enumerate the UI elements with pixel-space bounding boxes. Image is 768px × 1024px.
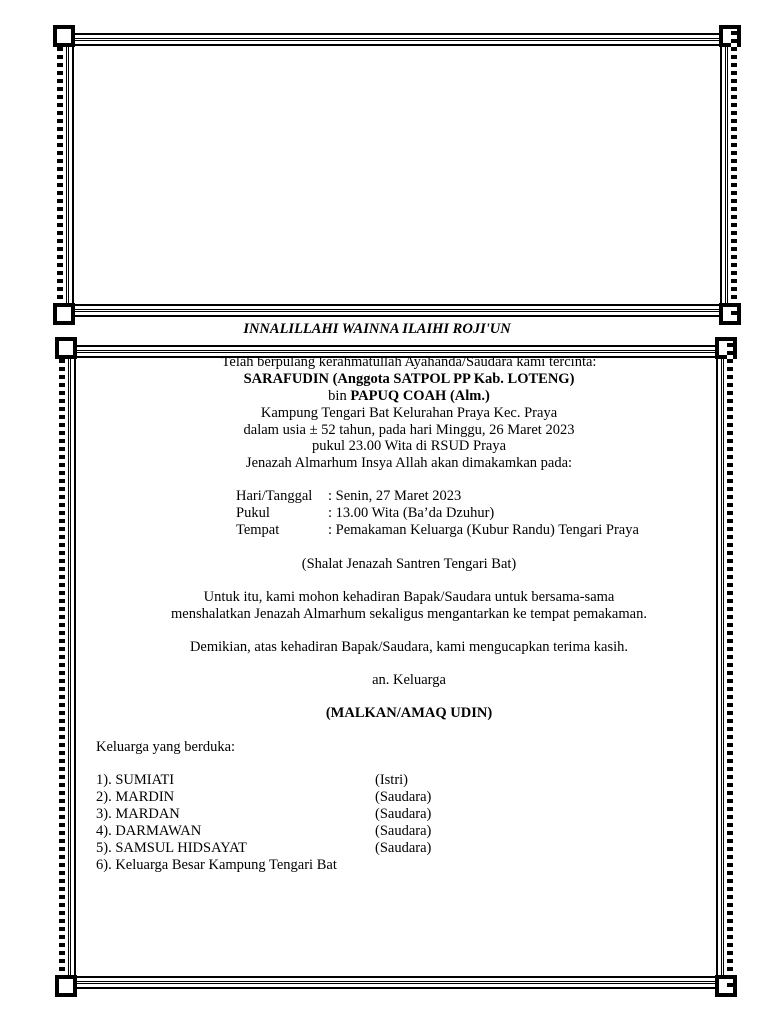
burial-detail-value: : 13.00 Wita (Ba’da Dzuhur) — [328, 505, 495, 521]
mourner-name: 1). SUMIATI — [96, 772, 175, 788]
frame-corner-ornament — [53, 303, 75, 325]
mourner-row — [96, 789, 716, 806]
prayer-note: (Shalat Jenazah Santren Tengari Bat) — [301, 556, 517, 572]
time-place-text: pukul 23.00 Wita di RSUD Praya — [311, 438, 507, 454]
burial-intro-text: Jenazah Almarhum Insya Allah akan dimakamkan pada: — [245, 455, 573, 471]
request-line-1: Untuk itu, kami mohon kehadiran Bapak/Saudara untuk bersama-sama — [203, 589, 615, 605]
mourner-name: 6). Keluarga Besar Kampung Tengari Bat — [96, 857, 337, 873]
mourner-name: 5). SAMSUL HIDSAYAT — [96, 840, 247, 856]
thanks-text: Demikian, atas kehadiran Bapak/Saudara, kami mengucapkan terima kasih. — [189, 639, 629, 655]
mourner-relation: (Istri) — [375, 772, 409, 788]
mourner-row — [96, 772, 716, 789]
deceased-father-line — [96, 388, 722, 405]
signatory-name: (MALKAN/AMAQ UDIN) — [325, 705, 493, 721]
burial-detail-value: : Senin, 27 Maret 2023 — [328, 488, 462, 504]
deceased-father: PAPUQ COAH (Alm.) — [350, 388, 490, 404]
mourner-name: 2). MARDIN — [96, 789, 175, 805]
frame-corner-ornament — [719, 303, 741, 325]
mourner-row — [96, 806, 716, 823]
frame-corner-ornament — [53, 25, 75, 47]
frame-corner-ornament — [55, 975, 77, 997]
on-behalf-text: an. Keluarga — [372, 672, 446, 688]
announcement-heading: INNALILLAHI WAINNA ILAIHI ROJI'UN — [243, 321, 511, 337]
mourner-relation: (Saudara) — [375, 823, 432, 839]
frame-corner-ornament — [719, 25, 741, 47]
bin-prefix: bin — [328, 388, 347, 404]
burial-detail-label: Tempat — [236, 522, 280, 538]
mourners-title: Keluarga yang berduka: — [96, 739, 236, 755]
top-ornamental-frame — [66, 38, 728, 312]
frame-corner-ornament — [55, 337, 77, 359]
mourner-name: 4). DARMAWAN — [96, 823, 202, 839]
mourner-row — [96, 857, 716, 874]
mourner-relation: (Saudara) — [375, 806, 432, 822]
deceased-name: SARAFUDIN (Anggota SATPOL PP Kab. LOTENG) — [243, 371, 575, 387]
burial-detail-label: Hari/Tanggal — [236, 488, 313, 504]
age-day-text: dalam usia ± 52 tahun, pada hari Minggu, 26 Maret 2023 — [243, 422, 575, 438]
mourner-relation: (Saudara) — [375, 840, 432, 856]
mourner-row — [96, 840, 716, 857]
burial-detail-label: Pukul — [236, 505, 270, 521]
request-line-2: menshalatkan Jenazah Almarhum sekaligus mengantarkan ke tempat pemakaman. — [171, 606, 647, 622]
frame-corner-ornament — [715, 975, 737, 997]
intro-text: Telah berpulang kerahmatullah Ayahanda/Saudara kami tercinta: — [221, 354, 597, 370]
address-text: Kampung Tengari Bat Kelurahan Praya Kec. Praya — [260, 405, 558, 421]
mourner-row — [96, 823, 716, 840]
burial-detail-value: : Pemakaman Keluarga (Kubur Randu) Tengari Praya — [328, 522, 639, 538]
mourner-name: 3). MARDAN — [96, 806, 180, 822]
mourner-relation: (Saudara) — [375, 789, 432, 805]
